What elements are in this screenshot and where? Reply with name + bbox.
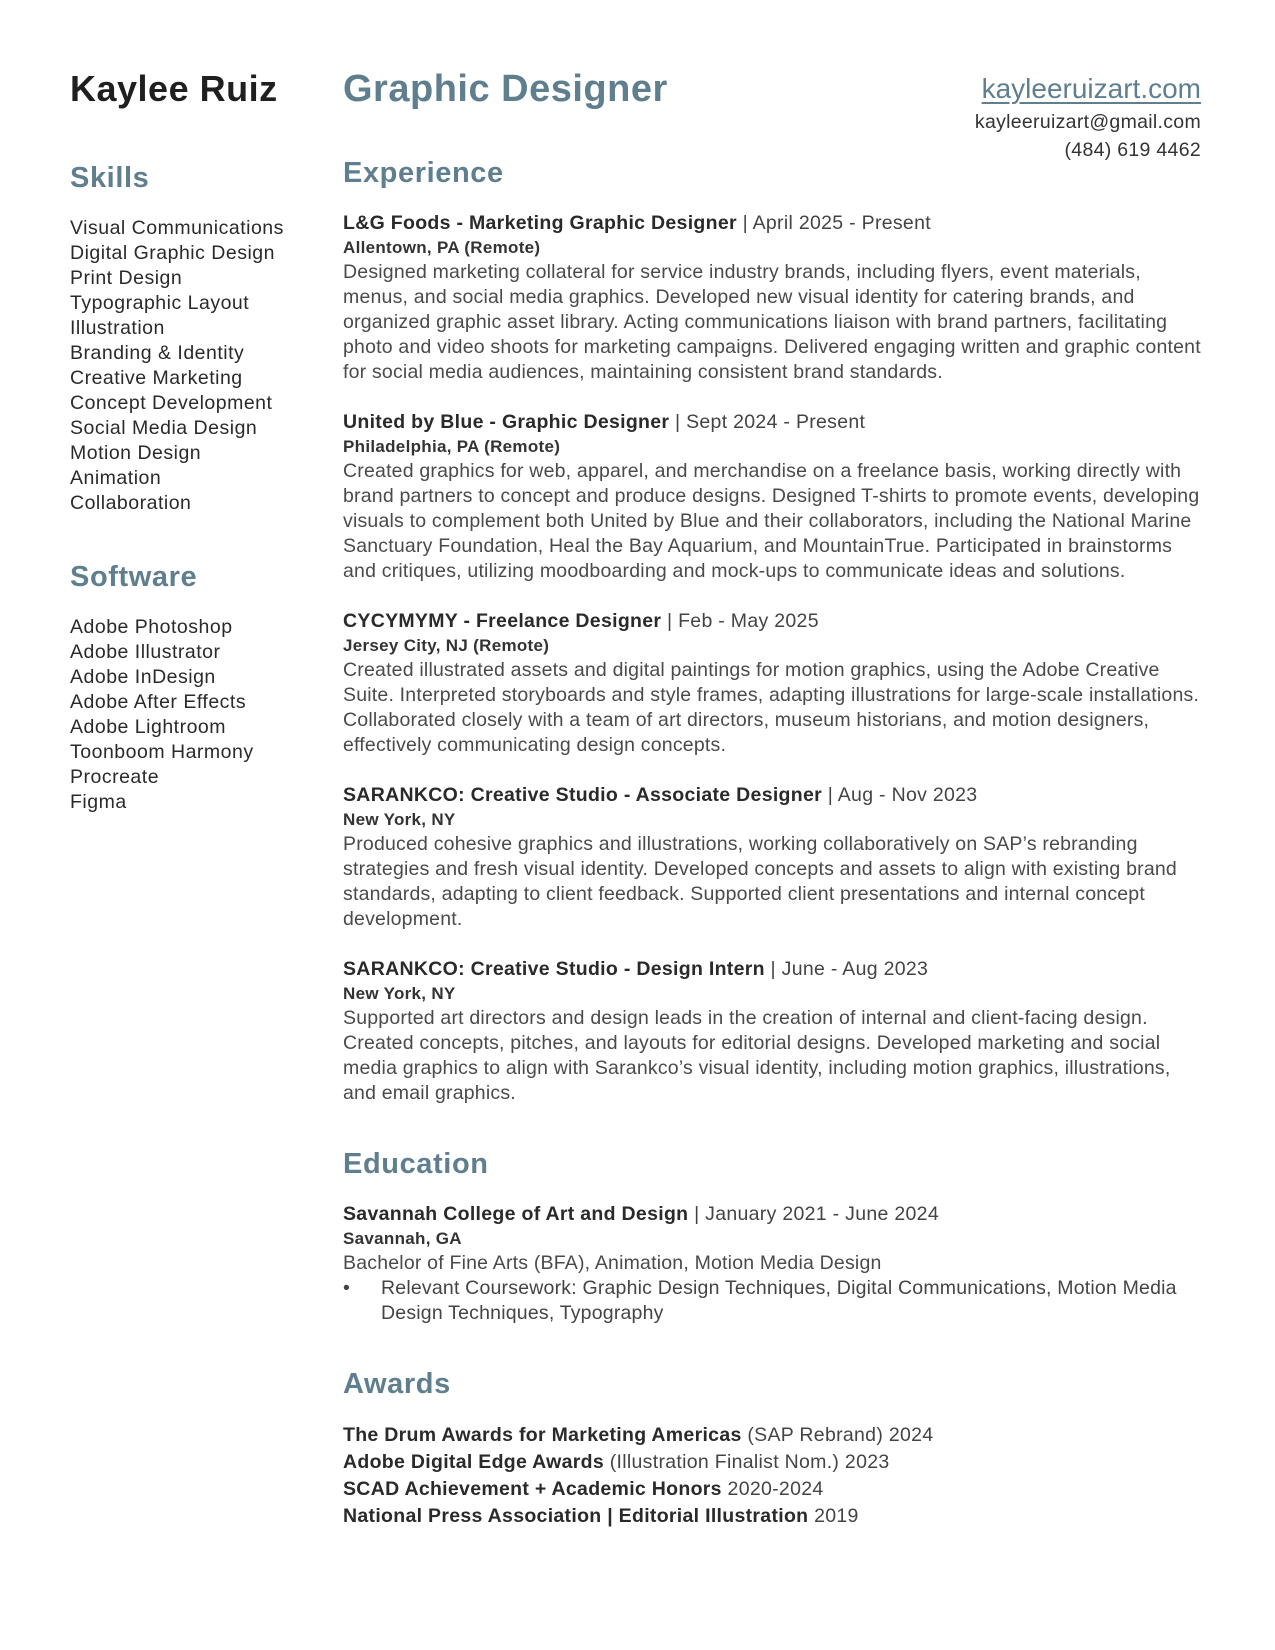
award-item [343, 1476, 1203, 1503]
coursework-text: Relevant Coursework: Graphic Design Techniques, Digital Communications, Motion Media Design Techniques, Typography [381, 1277, 1177, 1324]
name-heading: Kaylee Ruiz [70, 68, 278, 109]
job-date: | April 2025 - Present [736, 212, 931, 234]
job-description: Produced cohesive graphics and illustrations, working collaboratively on SAP’s rebranding strategies and fresh visual identity. Developed concepts and assets to align with existing brand standards, adapting to client feedback. Supported client presentations and internal concept development. [343, 833, 1177, 930]
award-detail: 2019 [808, 1505, 859, 1527]
award-detail: (Illustration Finalist Nom.) 2023 [604, 1451, 890, 1473]
skill-item: Digital Graphic Design [70, 242, 276, 264]
job-description: Supported art directors and design leads in the creation of internal and client-facing design. Created concepts, pitches, and layouts for editorial designs. Developed marketing and social media graphics to align with Sarankco’s visual identity, including motion graphics, illustrations, and email graphics. [343, 1007, 1171, 1104]
award-item [343, 1422, 1203, 1449]
award-item [343, 1503, 1203, 1530]
job-header [343, 783, 1203, 808]
job-title: SARANKCO: Creative Studio - Associate Designer [343, 784, 823, 806]
phone-text: (484) 619 4462 [1064, 139, 1201, 161]
education-location: Savannah, GA [343, 1229, 462, 1248]
skills-section [70, 160, 330, 516]
software-item: Adobe Lightroom [70, 716, 227, 738]
skill-item: Collaboration [70, 492, 192, 514]
job-header [343, 957, 1203, 982]
email-text: kayleeruizart@gmail.com [974, 111, 1201, 133]
software-item: Adobe Photoshop [70, 616, 233, 638]
skill-item: Animation [70, 467, 162, 489]
awards-section [343, 1366, 1203, 1530]
job-title: L&G Foods - Marketing Graphic Designer [343, 212, 737, 234]
job-date: | June - Aug 2023 [764, 958, 929, 980]
award-detail: (SAP Rebrand) 2024 [741, 1424, 934, 1446]
skill-item: Visual Communications [70, 217, 284, 239]
job-description: Created graphics for web, apparel, and merchandise on a freelance basis, working directly with brand partners to concept and produce designs. Designed T-shirts to promote events, developing visuals to complement both United by Blue and their collaborators, including the National Marine Sanctuary Foundation, Heal the Bay Aquarium, and MountainTrue. Participated in brainstorms and critiques, utilizing moodboarding and mock-ups to communicate ideas and solutions. [343, 460, 1200, 582]
contact-block [975, 70, 1201, 164]
experience-section [343, 155, 1203, 1106]
skill-item: Branding & Identity [70, 342, 245, 364]
awards-heading: Awards [343, 1368, 451, 1400]
job-entry [343, 957, 1203, 1106]
job-entry [343, 609, 1203, 758]
software-item: Procreate [70, 766, 160, 788]
bullet-icon: • [343, 1277, 351, 1299]
job-location: New York, NY [343, 984, 456, 1003]
job-header [343, 609, 1203, 634]
main-column [343, 155, 1203, 1530]
job-header [343, 211, 1203, 236]
website-link[interactable]: kayleeruizart.com [981, 73, 1201, 104]
skill-item: Illustration [70, 317, 165, 339]
software-item: Adobe After Effects [70, 691, 247, 713]
experience-heading: Experience [343, 157, 504, 189]
job-title: CYCYMYMY - Freelance Designer [343, 610, 662, 632]
job-entry [343, 410, 1203, 584]
education-heading: Education [343, 1148, 489, 1180]
software-item: Toonboom Harmony [70, 741, 254, 763]
skill-item: Motion Design [70, 442, 202, 464]
job-date: | Feb - May 2025 [661, 610, 819, 632]
job-date: | Sept 2024 - Present [669, 411, 866, 433]
award-name: Adobe Digital Edge Awards [343, 1451, 605, 1473]
job-title: SARANKCO: Creative Studio - Design Intern [343, 958, 765, 980]
skill-item: Concept Development [70, 392, 273, 414]
job-header [343, 410, 1203, 435]
job-title: United by Blue - Graphic Designer [343, 411, 670, 433]
job-entry [343, 783, 1203, 932]
degree-text: Bachelor of Fine Arts (BFA), Animation, Motion Media Design [343, 1252, 882, 1274]
software-heading: Software [70, 561, 198, 593]
award-name: National Press Association | Editorial Illustration [343, 1505, 809, 1527]
software-section [70, 559, 330, 815]
education-header [343, 1202, 1203, 1227]
job-description: Created illustrated assets and digital paintings for motion graphics, using the Adobe Creative Suite. Interpreted storyboards and style frames, adapting illustrations for large-scale installations. Collaborated closely with a team of art directors, museum historians, and motion designers, effectively communicating design concepts. [343, 659, 1200, 756]
education-date: | January 2021 - June 2024 [688, 1203, 939, 1225]
school-name: Savannah College of Art and Design [343, 1203, 689, 1225]
job-location: Jersey City, NJ (Remote) [343, 636, 550, 655]
job-description: Designed marketing collateral for service industry brands, including flyers, event materials, menus, and social media graphics. Developed new visual identity for catering brands, and organized graphic asset library. Acting communications liaison with brand partners, facilitating photo and video shoots for marketing campaigns. Delivered engaging written and graphic content for social media audiences, maintaining consistent brand standards. [343, 261, 1201, 383]
software-item: Adobe Illustrator [70, 641, 221, 663]
skill-item: Social Media Design [70, 417, 258, 439]
skill-item: Print Design [70, 267, 183, 289]
skill-item: Creative Marketing [70, 367, 243, 389]
job-entry [343, 211, 1203, 385]
software-item: Adobe InDesign [70, 666, 216, 688]
skill-item: Typographic Layout [70, 292, 250, 314]
job-location: Philadelphia, PA (Remote) [343, 437, 561, 456]
coursework-bullet [343, 1276, 1203, 1326]
award-name: The Drum Awards for Marketing Americas [343, 1424, 742, 1446]
award-name: SCAD Achievement + Academic Honors [343, 1478, 722, 1500]
award-item [343, 1449, 1203, 1476]
software-item: Figma [70, 791, 127, 813]
job-location: New York, NY [343, 810, 456, 829]
skills-heading: Skills [70, 162, 150, 194]
sidebar [70, 160, 330, 858]
education-section [343, 1146, 1203, 1326]
job-date: | Aug - Nov 2023 [822, 784, 978, 806]
job-location: Allentown, PA (Remote) [343, 238, 541, 257]
award-detail: 2020-2024 [721, 1478, 824, 1500]
role-heading: Graphic Designer [343, 68, 668, 110]
